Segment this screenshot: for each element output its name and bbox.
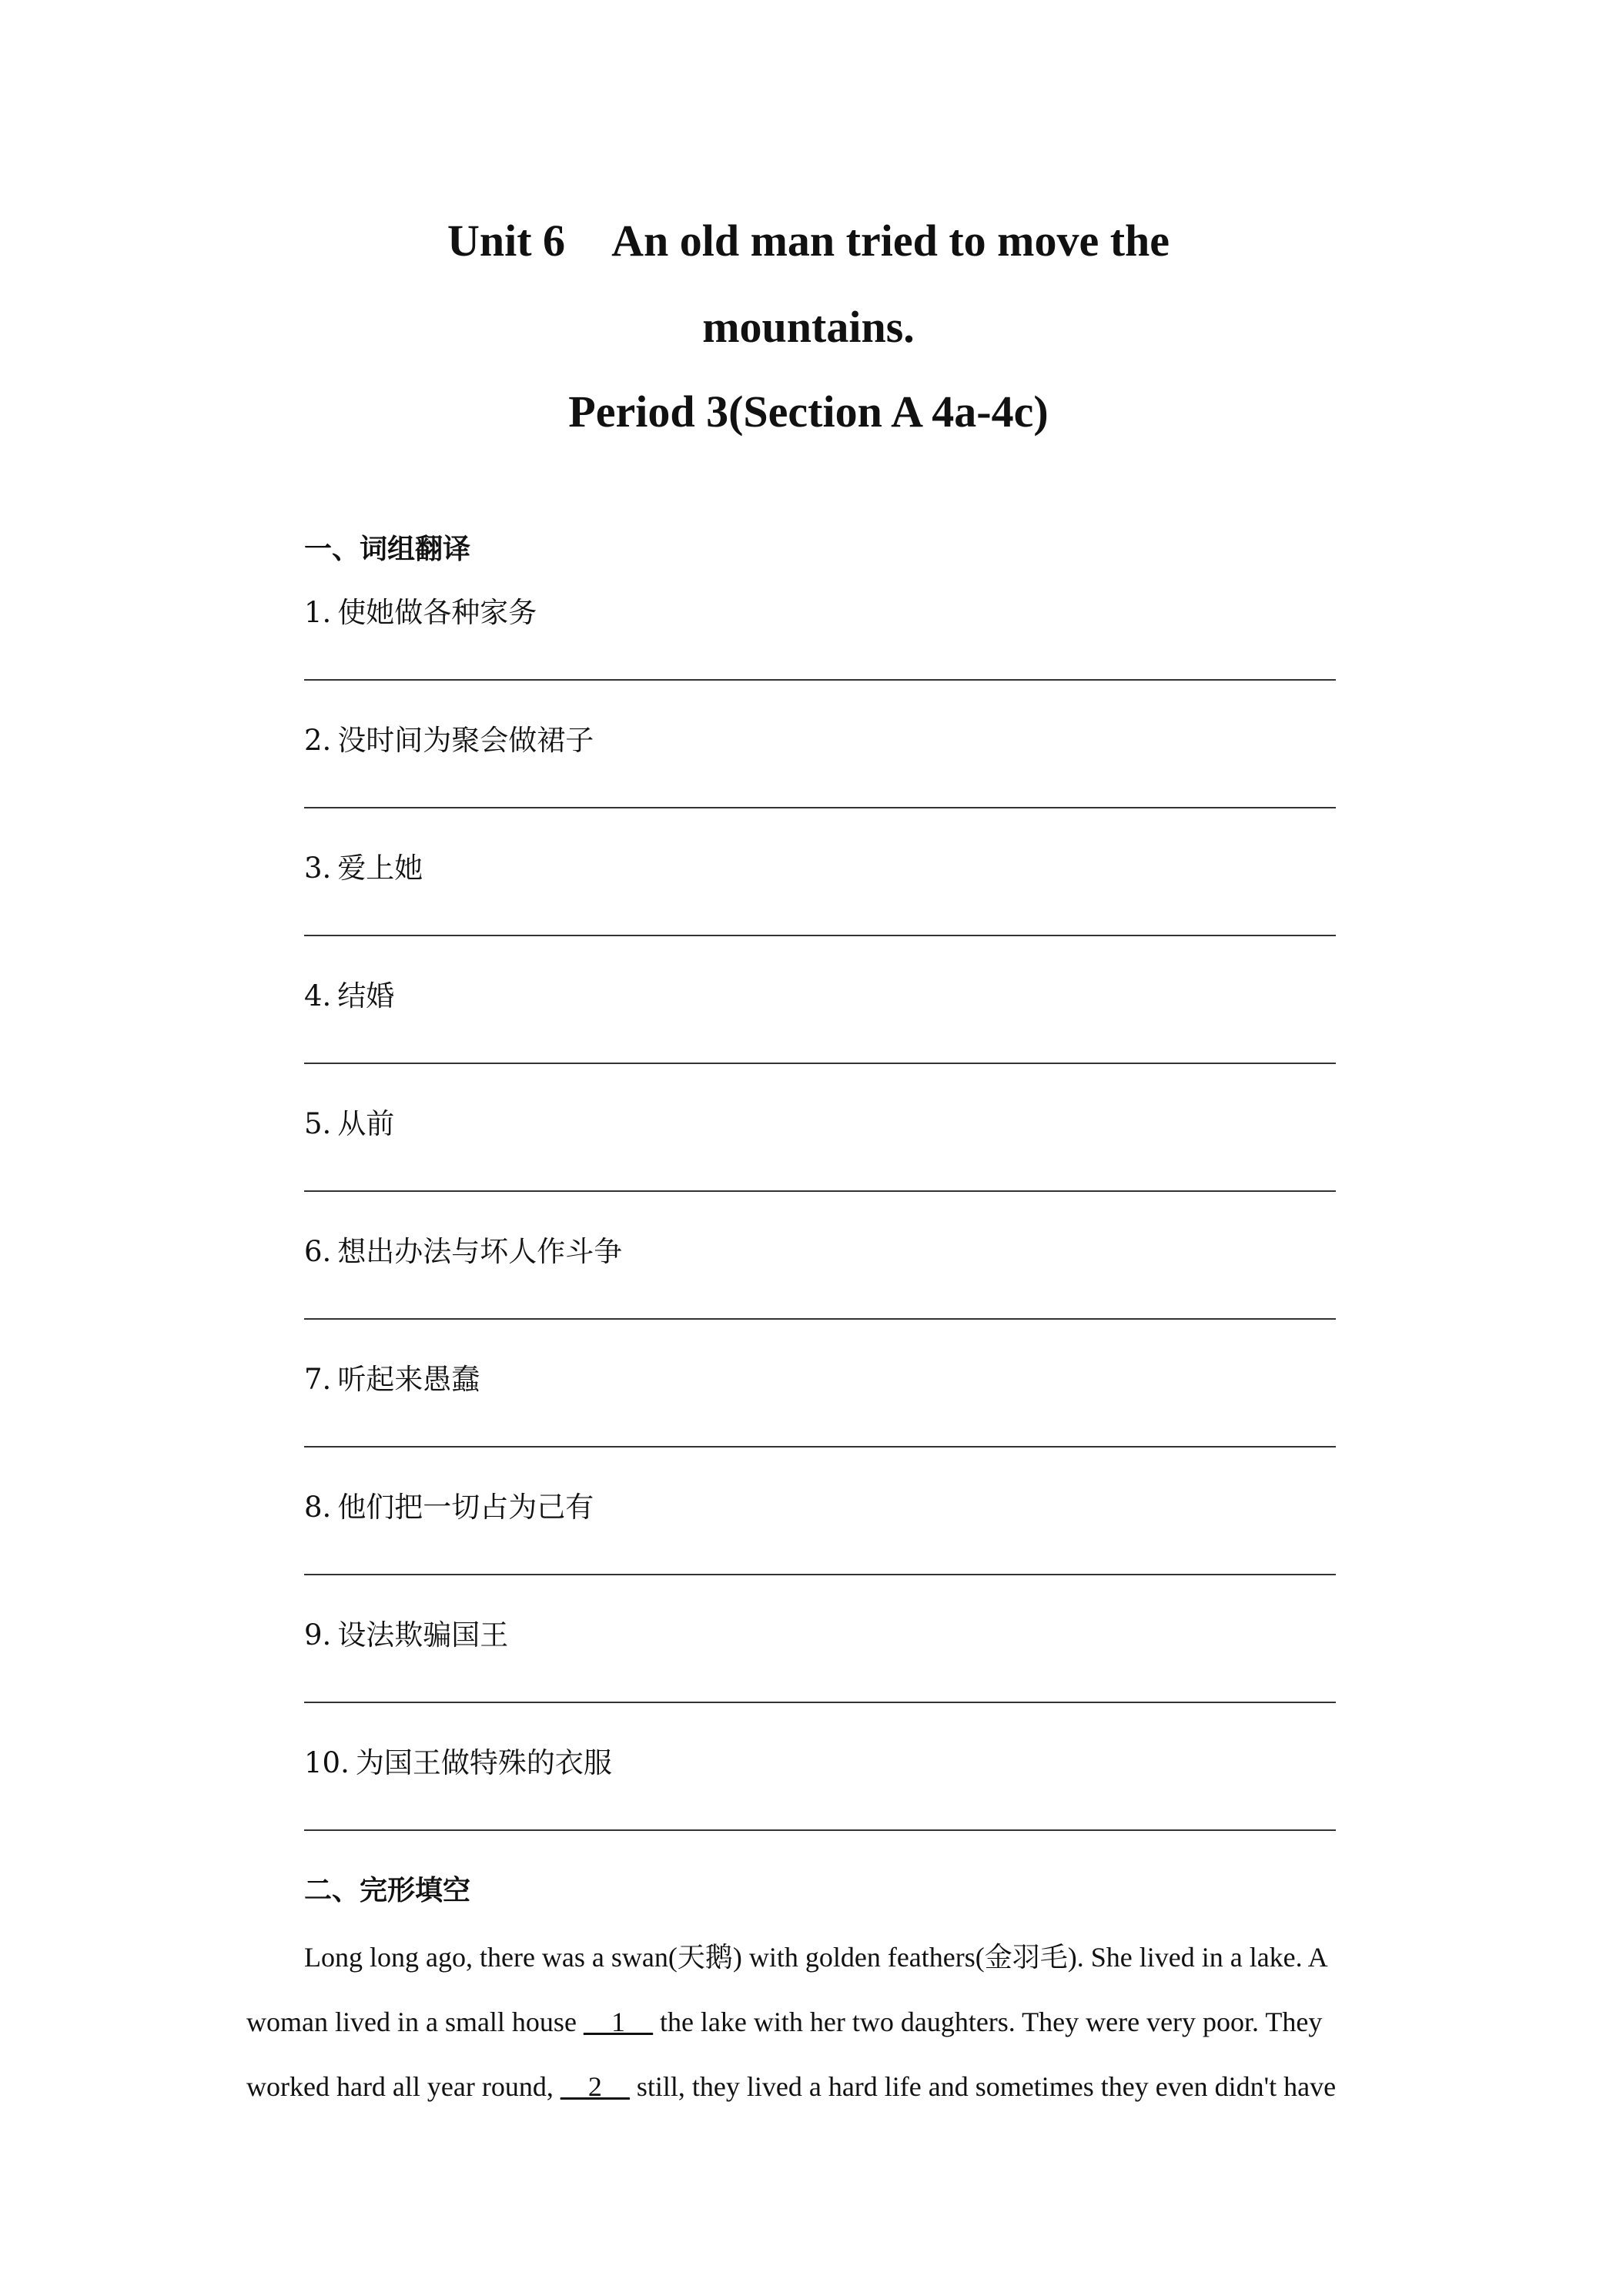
item-number: 8. xyxy=(304,1491,332,1524)
item-text: 听起来愚蠢 xyxy=(337,1363,480,1396)
answer-line-1[interactable] xyxy=(304,679,1336,681)
item-number: 4. xyxy=(304,979,332,1012)
answer-line-8[interactable] xyxy=(304,1574,1336,1575)
item-number: 9. xyxy=(304,1618,332,1652)
item-text: 爱上她 xyxy=(337,852,423,885)
answer-line-7[interactable] xyxy=(304,1446,1336,1448)
item-number: 1. xyxy=(304,596,332,629)
item-text: 为国王做特殊的衣服 xyxy=(355,1746,612,1779)
item-number: 10. xyxy=(304,1746,350,1779)
phrase-item-5 xyxy=(304,1107,1336,1235)
item-text: 从前 xyxy=(337,1107,395,1140)
item-number: 5. xyxy=(304,1107,332,1140)
phrase-item-9 xyxy=(304,1618,1336,1746)
answer-line-9[interactable] xyxy=(304,1702,1336,1703)
unit-label: Unit 6 xyxy=(447,216,566,266)
cloze-blank-1[interactable]: __1__ xyxy=(583,2006,653,2037)
answer-line-5[interactable] xyxy=(304,1190,1336,1192)
section-1-heading: 一、词组翻译 xyxy=(304,534,471,565)
phrase-item-10 xyxy=(304,1746,1336,1874)
item-text: 他们把一切占为己有 xyxy=(337,1491,594,1524)
cloze-blank-2[interactable]: __2__ xyxy=(560,2071,630,2102)
phrase-item-3 xyxy=(304,852,1336,979)
item-number: 3. xyxy=(304,852,332,885)
item-text: 想出办法与坏人作斗争 xyxy=(337,1235,623,1268)
phrase-item-7 xyxy=(304,1363,1336,1491)
answer-line-2[interactable] xyxy=(304,807,1336,808)
period-title: Period 3(Section A 4a-4c) xyxy=(568,387,1049,437)
item-text: 结婚 xyxy=(337,979,395,1012)
item-number: 2. xyxy=(304,724,332,757)
item-text: 设法欺骗国王 xyxy=(337,1618,509,1652)
passage-line-1: Long long ago, there was a swan(天鹅) with golden feathers(金羽毛). She lived in a lake. A xyxy=(304,1942,1328,1973)
section-2-heading: 二、完形填空 xyxy=(304,1875,471,1906)
phrase-item-2 xyxy=(304,724,1336,852)
item-text: 使她做各种家务 xyxy=(337,596,537,629)
item-number: 6. xyxy=(304,1235,332,1268)
item-text: 没时间为聚会做裙子 xyxy=(337,724,594,757)
phrase-item-8 xyxy=(304,1491,1336,1618)
passage-line-2: woman lived in a small house __1__ the lake with her two daughters. They were very poor. They xyxy=(246,2006,1323,2037)
phrase-item-1 xyxy=(304,596,1336,724)
item-number: 7. xyxy=(304,1363,332,1396)
phrase-item-4 xyxy=(304,979,1336,1107)
answer-line-3[interactable] xyxy=(304,935,1336,936)
phrase-item-6 xyxy=(304,1235,1336,1363)
title-line-1 xyxy=(231,214,1386,268)
answer-line-4[interactable] xyxy=(304,1063,1336,1064)
title-text-1: An old man tried to move the xyxy=(611,216,1170,266)
cloze-passage xyxy=(246,1925,1386,2119)
answer-line-6[interactable] xyxy=(304,1318,1336,1320)
passage-line-3: worked hard all year round, __2__ still, they lived a hard life and sometimes they even didn't have xyxy=(246,2071,1337,2102)
title-line-2: mountains. xyxy=(702,302,915,352)
answer-line-10[interactable] xyxy=(304,1829,1336,1831)
